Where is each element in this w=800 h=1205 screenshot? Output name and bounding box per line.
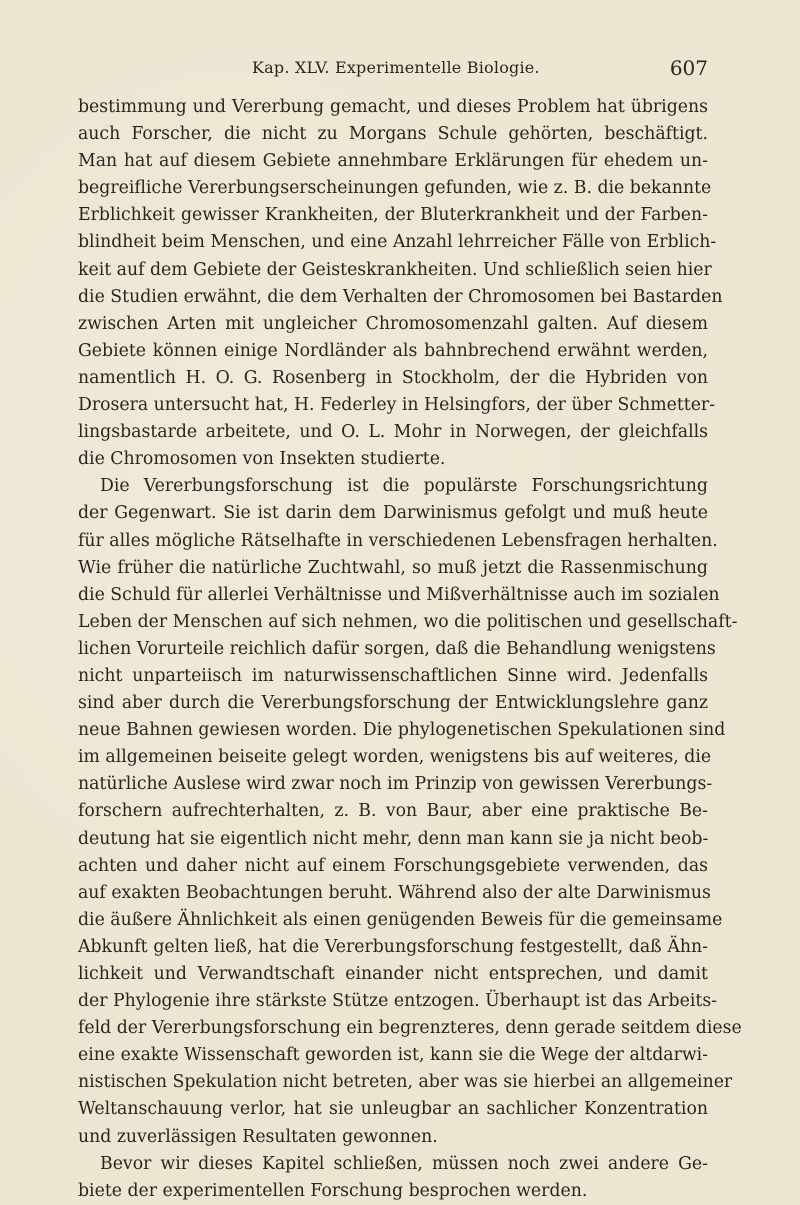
text-line: neue Bahnen gewiesen worden. Die phylogenetischen Spekulationen sind [78, 720, 726, 741]
body-text [78, 94, 742, 1205]
text-line: auf exakten Beobachtungen beruht. Während also der alte Darwinismus [78, 882, 711, 903]
text-line: Wie früher die natürliche Zuchtwahl, so muß jetzt die Rassenmischung [78, 557, 708, 578]
text-line: nistischen Spekulation nicht betreten, aber was sie hierbei an allgemeiner [78, 1072, 733, 1093]
text-line: eine exakte Wissenschaft geworden ist, kann sie die Wege der altdarwi- [78, 1045, 708, 1066]
text-line: auch Forscher, die nicht zu Morgans Schule gehörten, beschäftigt. [78, 124, 708, 145]
text-line: zwischen Arten mit ungleicher Chromosomenzahl galten. Auf diesem [78, 313, 708, 334]
text-line: Weltanschauung verlor, hat sie unleugbar an sachlicher Konzentration [78, 1099, 708, 1120]
text-line: Die Vererbungsforschung ist die populärste Forschungsrichtung [100, 476, 708, 497]
text-line: die äußere Ähnlichkeit als einen genügenden Beweis für die gemeinsame [78, 909, 723, 930]
text-line: biete der experimentellen Forschung besprochen werden. [78, 1180, 588, 1201]
text-line: Erblichkeit gewisser Krankheiten, der Bluterkrankheit und der Farben- [78, 205, 708, 226]
text-line: forschern aufrechterhalten, z. B. von Baur, aber eine praktische Be- [78, 801, 708, 822]
text-line: keit auf dem Gebiete der Geisteskrankheiten. Und schließlich seien hier [78, 259, 712, 280]
text-line: namentlich H. O. G. Rosenberg in Stockholm, der die Hybriden von [78, 367, 708, 388]
text-line: Drosera untersucht hat, H. Federley in Helsingfors, der über Schmetter- [78, 395, 716, 416]
text-line: deutung hat sie eigentlich nicht mehr, denn man kann sie ja nicht beob- [78, 828, 709, 849]
text-line: für alles mögliche Rätselhafte in verschiedenen Lebensfragen herhalten. [78, 530, 718, 551]
text-line: blindheit beim Menschen, und eine Anzahl lehrreicher Fälle von Erblich- [78, 232, 717, 253]
text-line: Leben der Menschen auf sich nehmen, wo die politischen und gesellschaft- [78, 611, 738, 632]
text-line: bestimmung und Vererbung gemacht, und dieses Problem hat übrigens [78, 97, 708, 117]
text-line: der Gegenwart. Sie ist darin dem Darwinismus gefolgt und muß heute [78, 503, 708, 524]
text-line: die Schuld für allerlei Verhältnisse und Mißverhältnisse auch im sozialen [78, 584, 720, 605]
text-line: die Chromosomen von Insekten studierte. [78, 449, 446, 470]
text-line: begreifliche Vererbungserscheinungen gefunden, wie z. B. die bekannte [78, 178, 712, 199]
text-line: achten und daher nicht auf einem Forschungsgebiete verwenden, das [78, 855, 708, 876]
text-line: nicht unparteiisch im naturwissenschaftlichen Sinne wird. Jedenfalls [78, 665, 708, 686]
text-line: natürliche Auslese wird zwar noch im Prinzip von gewissen Vererbungs- [78, 774, 713, 795]
text-line: der Phylogenie ihre stärkste Stütze entzogen. Überhaupt ist das Arbeits- [78, 991, 718, 1012]
text-line: und zuverlässigen Resultaten gewonnen. [78, 1126, 438, 1147]
text-line: lichkeit und Verwandtschaft einander nicht entsprechen, und damit [78, 964, 708, 984]
text-line: Gebiete können einige Nordländer als bahnbrechend erwähnt werden, [78, 340, 708, 361]
text-line: sind aber durch die Vererbungsforschung der Entwicklungslehre ganz [78, 693, 708, 714]
text-line: feld der Vererbungsforschung ein begrenzteres, denn gerade seitdem diese [78, 1018, 742, 1039]
text-line: die Studien erwähnt, die dem Verhalten der Chromosomen bei Bastarden [78, 286, 723, 307]
text-line: lingsbastarde arbeitete, und O. L. Mohr in Norwegen, der gleichfalls [78, 422, 708, 443]
running-head: Kap. XLV. Experimentelle Biologie. [252, 58, 540, 77]
page-header [78, 58, 708, 84]
text-line: lichen Vorurteile reichlich dafür sorgen, daß die Behandlung wenigstens [78, 638, 716, 659]
text-line: Bevor wir dieses Kapitel schließen, müssen noch zwei andere Ge- [100, 1153, 708, 1174]
text-line: Abkunft gelten ließ, hat die Vererbungsforschung festgestellt, daß Ähn- [78, 936, 708, 957]
text-line: Man hat auf diesem Gebiete annehmbare Erklärungen für ehedem un- [78, 151, 708, 172]
page-number: 607 [669, 56, 708, 80]
text-line: im allgemeinen beiseite gelegt worden, wenigstens bis auf weiteres, die [78, 747, 712, 768]
